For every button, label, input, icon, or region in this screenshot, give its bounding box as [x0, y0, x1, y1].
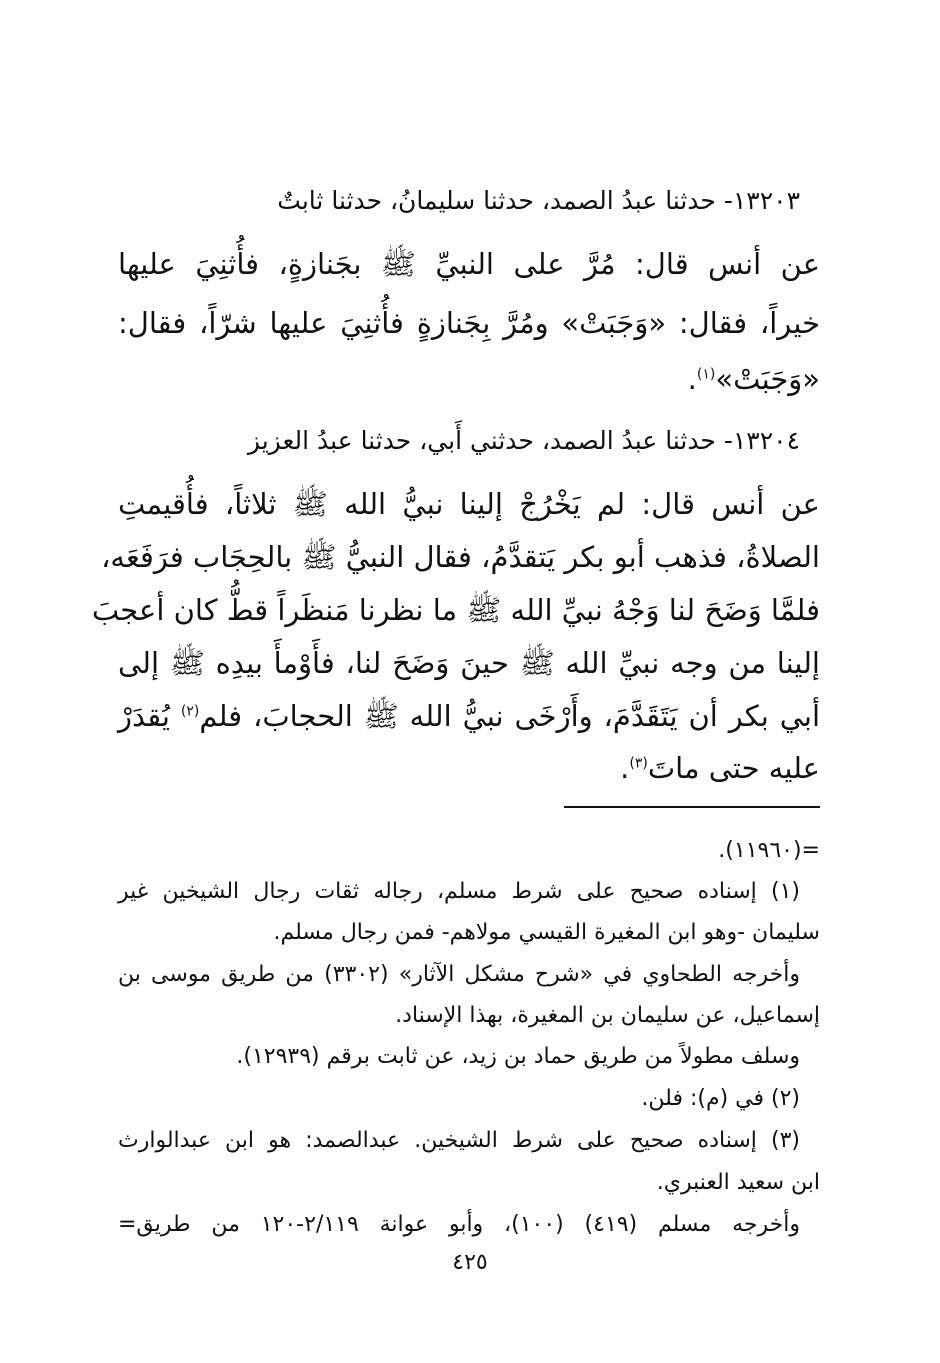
- hadith-13204-line-4: إلينا من وجه نبيِّ الله ﷺ حينَ وَضَحَ لنا، فأَوْمأَ بيدِه ﷺ إلى: [118, 646, 820, 680]
- hadith-13204-heading: ١٣٢٠٤- حدثنا عبدُ الصمد، حدثني أَبي، حدثنا عبدُ العزيز: [247, 426, 800, 455]
- footnote-1-line-1: (١) إسناده صحيح على شرط مسلم، رجاله ثقات رجال الشيخين غير: [118, 879, 800, 904]
- hadith-13203-line-3-text: «وَجَبَتْ»: [715, 362, 820, 396]
- hadith-13203-line-1: عن أنس قال: مُرَّ على النبيِّ ﷺ بجَنازةٍ، فأُثنِيَ عليها: [118, 247, 820, 281]
- footnote-1-line-5: وسلف مطولاً من طريق حماد بن زيد، عن ثابت برقم (١٢٩٣٩).: [236, 1044, 800, 1069]
- hadith-13204-line-6: [118, 751, 820, 785]
- hadith-13203-heading: ١٣٢٠٣- حدثنا عبدُ الصمد، حدثنا سليمانُ، حدثنا ثابتٌ: [277, 186, 800, 215]
- hadith-13204-line-5-end: يُقدَرْ: [118, 699, 181, 733]
- page-number: ٤٢٥: [452, 1250, 488, 1275]
- footnote-ref-1: (١): [696, 366, 716, 383]
- footnote-1-line-2: سليمان -وهو ابن المغيرة القيسي مولاهم- فمن رجال مسلم.: [273, 920, 820, 945]
- footnote-continuation: =(١١٩٦٠).: [718, 838, 820, 863]
- footnote-ref-3: (٣): [629, 755, 648, 772]
- hadith-13203-line-3-end: .: [687, 362, 697, 396]
- hadith-13204-line-6-text: عليه حتى ماتَ: [647, 751, 820, 785]
- footnote-separator: [564, 806, 820, 808]
- footnote-3-line-1: (٣) إسناده صحيح على شرط الشيخين. عبدالصمد: هو ابن عبدالوارث: [118, 1128, 800, 1153]
- hadith-13204-line-5-text: أبي بكر أن يَتَقَدَّمَ، وأَرْخَى نبيُّ الله ﷺ الحجابَ، فلم: [199, 699, 821, 733]
- hadith-13204-line-5: [118, 699, 821, 733]
- footnote-ref-2: (٢): [180, 703, 200, 720]
- hadith-13203-line-2: خيراً، فقال: «وَجَبَتْ» ومُرَّ بِجَنازةٍ فأُثنِيَ عليها شرّاً، فقال:: [118, 306, 820, 340]
- footnote-1-line-4: إسماعيل، عن سليمان بن المغيرة، بهذا الإسناد.: [395, 1003, 820, 1028]
- hadith-13204-line-6-end: .: [620, 751, 630, 785]
- footnote-3-line-3: وأخرجه مسلم (٤١٩) (١٠٠)، وأبو عوانة ٢/١١٩-١٢٠ من طريق=: [118, 1212, 800, 1237]
- hadith-13204-line-3: فلمَّا وَضَحَ لنا وَجْهُ نبيِّ الله ﷺ ما نظرنا مَنظَراً قطُّ كان أعجبَ: [91, 593, 820, 627]
- hadith-13204-line-1: عن أنس قال: لم يَخْرُجْ إلينا نبيُّ الله ﷺ ثلاثاً، فأُقيمتِ: [118, 487, 820, 521]
- footnote-1-line-3: وأخرجه الطحاوي في «شرح مشكل الآثار» (٣٣٠٢) من طريق موسى بن: [118, 962, 800, 987]
- hadith-13204-line-2: الصلاةُ، فذهب أبو بكر يَتقدَّمُ، فقال النبيُّ ﷺ بالحِجَاب فرَفَعَه،: [101, 540, 820, 574]
- hadith-13203-line-3: [118, 362, 820, 396]
- footnote-2: (٢) في (م): فلن.: [641, 1086, 800, 1111]
- footnote-3-line-2: ابن سعيد العنبري.: [656, 1170, 820, 1195]
